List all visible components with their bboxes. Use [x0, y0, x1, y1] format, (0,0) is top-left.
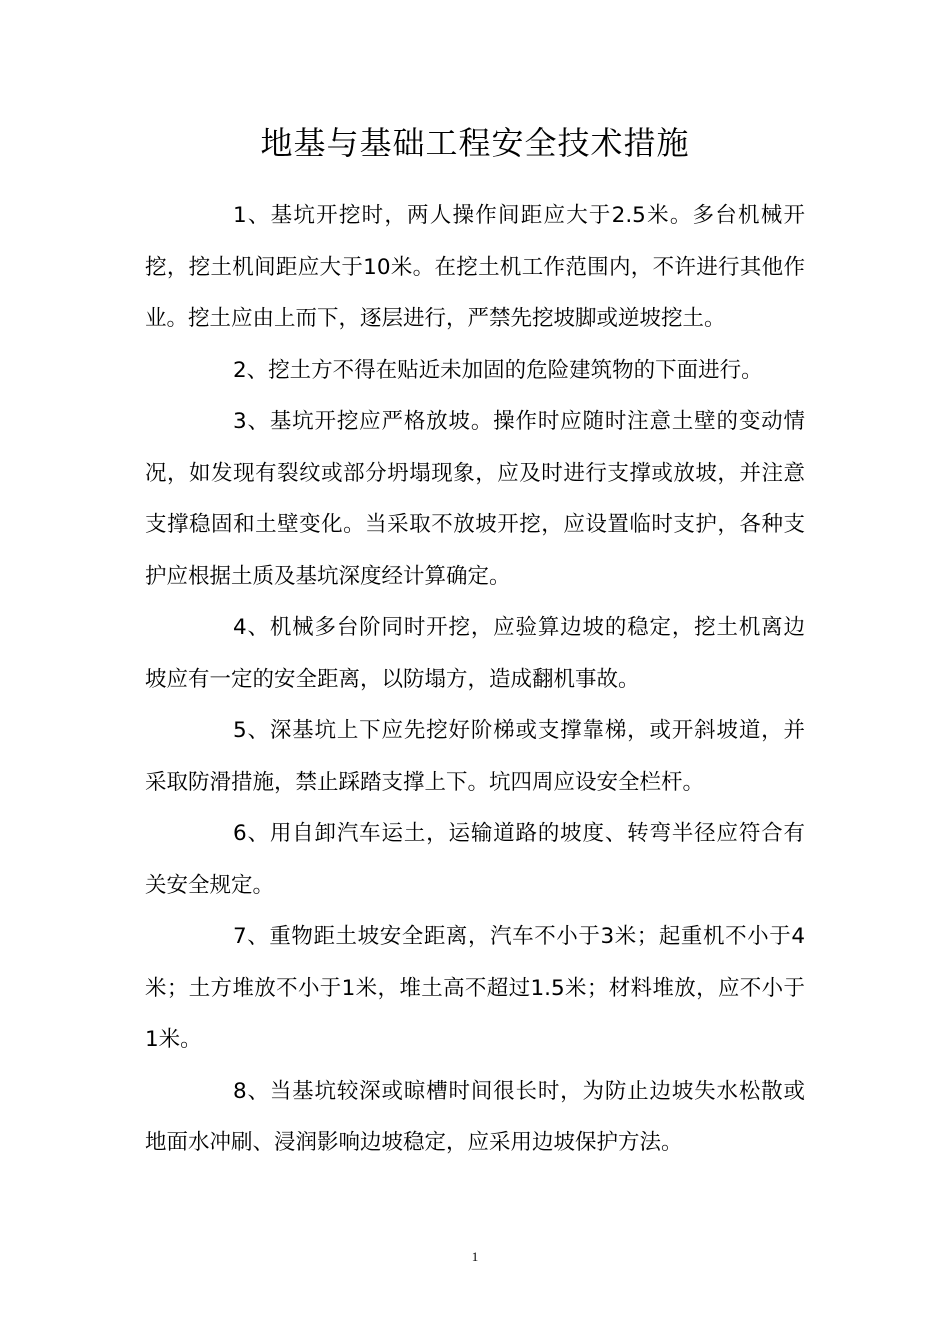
paragraph-3: 3、基坑开挖应严格放坡。操作时应随时注意土壁的变动情况，如发现有裂纹或部分坍塌现象，应及时进行支撑或放坡，并注意支撑稳固和土壁变化。当采取不放坡开挖，应设置临时支护，各种支护应根据土质及基坑深度经计算确定。	[145, 409, 805, 589]
paragraph-4: 4、机械多台阶同时开挖，应验算边坡的稳定，挖土机离边坡应有一定的安全距离，以防塌方，造成翻机事故。	[145, 615, 805, 692]
paragraph-6: 6、用自卸汽车运土，运输道路的坡度、转弯半径应符合有关安全规定。	[145, 821, 805, 898]
paragraph-8: 8、当基坑较深或晾槽时间很长时，为防止边坡失水松散或地面水冲刷、浸润影响边坡稳定，应采用边坡保护方法。	[145, 1078, 805, 1155]
paragraph-1: 1、基坑开挖时，两人操作间距应大于2.5米。多台机械开挖，挖土机间距应大于10米。在挖土机工作范围内，不许进行其他作业。挖土应由上而下，逐层进行，严禁先挖坡脚或逆坡挖土。	[145, 203, 805, 331]
page-number: 1	[471, 1249, 479, 1264]
document-body	[145, 190, 805, 1169]
document-title: 地基与基础工程安全技术措施	[260, 124, 690, 162]
paragraph-7: 7、重物距土坡安全距离，汽车不小于3米；起重机不小于4米；土方堆放不小于1米，堆土高不超过1.5米；材料堆放，应不小于1米。	[145, 924, 805, 1052]
paragraph-2: 2、挖土方不得在贴近未加固的危险建筑物的下面进行。	[233, 357, 763, 383]
paragraph-5: 5、深基坑上下应先挖好阶梯或支撑靠梯，或开斜坡道，并采取防滑措施，禁止踩踏支撑上下。坑四周应设安全栏杆。	[145, 718, 805, 795]
